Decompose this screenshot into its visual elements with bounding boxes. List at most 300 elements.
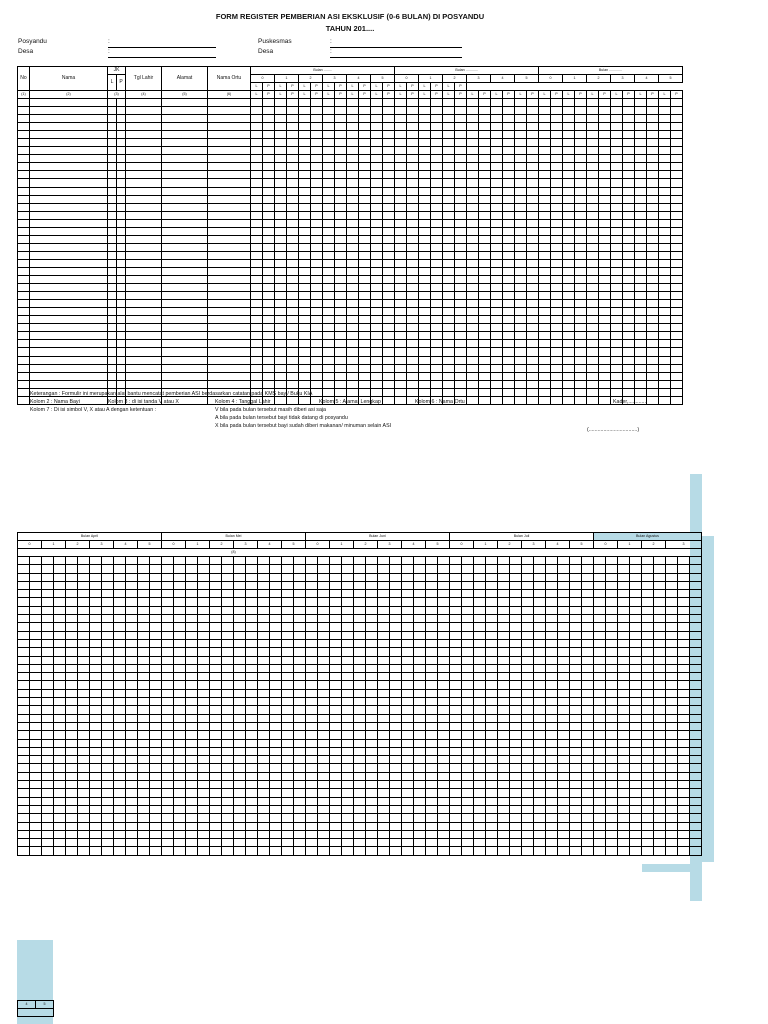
entry-cell[interactable]: [162, 372, 208, 380]
entry-cell[interactable]: [234, 557, 246, 565]
entry-cell[interactable]: [258, 822, 270, 830]
entry-cell[interactable]: [539, 276, 551, 284]
entry-cell[interactable]: [246, 664, 258, 672]
entry-cell[interactable]: [455, 300, 467, 308]
entry-cell[interactable]: [623, 203, 635, 211]
entry-cell[interactable]: [30, 789, 42, 797]
entry-cell[interactable]: [462, 615, 474, 623]
entry-cell[interactable]: [606, 731, 618, 739]
entry-cell[interactable]: [426, 797, 438, 805]
entry-cell[interactable]: [108, 332, 117, 340]
entry-cell[interactable]: [126, 573, 138, 581]
entry-cell[interactable]: [54, 822, 66, 830]
entry-cell[interactable]: [359, 372, 371, 380]
entry-cell[interactable]: [42, 772, 54, 780]
entry-cell[interactable]: [299, 243, 311, 251]
entry-cell[interactable]: [486, 573, 498, 581]
entry-cell[interactable]: [251, 364, 263, 372]
entry-cell[interactable]: [534, 714, 546, 722]
entry-cell[interactable]: [491, 211, 503, 219]
entry-cell[interactable]: [599, 139, 611, 147]
entry-cell[interactable]: [642, 805, 654, 813]
entry-cell[interactable]: [474, 631, 486, 639]
entry-cell[interactable]: [54, 615, 66, 623]
entry-cell[interactable]: [138, 648, 150, 656]
entry-cell[interactable]: [642, 839, 654, 847]
entry-cell[interactable]: [342, 805, 354, 813]
entry-cell[interactable]: [438, 847, 450, 855]
entry-cell[interactable]: [30, 772, 42, 780]
entry-cell[interactable]: [450, 689, 462, 697]
entry-cell[interactable]: [539, 147, 551, 155]
entry-cell[interactable]: [630, 673, 642, 681]
entry-cell[interactable]: [539, 115, 551, 123]
entry-cell[interactable]: [287, 259, 299, 267]
entry-cell[interactable]: [450, 772, 462, 780]
entry-cell[interactable]: [654, 781, 666, 789]
entry-cell[interactable]: [251, 292, 263, 300]
entry-cell[interactable]: [587, 115, 599, 123]
entry-cell[interactable]: [186, 689, 198, 697]
entry-cell[interactable]: [618, 673, 630, 681]
entry-cell[interactable]: [402, 756, 414, 764]
entry-cell[interactable]: [378, 565, 390, 573]
entry-cell[interactable]: [623, 171, 635, 179]
entry-cell[interactable]: [18, 292, 30, 300]
entry-cell[interactable]: [642, 656, 654, 664]
entry-cell[interactable]: [630, 656, 642, 664]
entry-cell[interactable]: [383, 187, 395, 195]
entry-cell[interactable]: [18, 155, 30, 163]
entry-cell[interactable]: [30, 308, 108, 316]
entry-cell[interactable]: [299, 203, 311, 211]
entry-cell[interactable]: [546, 673, 558, 681]
entry-cell[interactable]: [126, 839, 138, 847]
entry-cell[interactable]: [30, 747, 42, 755]
entry-cell[interactable]: [150, 581, 162, 589]
entry-cell[interactable]: [323, 276, 335, 284]
entry-cell[interactable]: [510, 623, 522, 631]
entry-cell[interactable]: [570, 706, 582, 714]
entry-cell[interactable]: [378, 648, 390, 656]
entry-cell[interactable]: [623, 340, 635, 348]
entry-cell[interactable]: [654, 714, 666, 722]
entry-cell[interactable]: [287, 324, 299, 332]
entry-cell[interactable]: [678, 731, 690, 739]
entry-cell[interactable]: [527, 332, 539, 340]
entry-cell[interactable]: [647, 267, 659, 275]
entry-cell[interactable]: [108, 380, 117, 388]
entry-cell[interactable]: [162, 292, 208, 300]
entry-cell[interactable]: [402, 623, 414, 631]
entry-cell[interactable]: [522, 573, 534, 581]
entry-cell[interactable]: [539, 332, 551, 340]
entry-cell[interactable]: [462, 747, 474, 755]
entry-cell[interactable]: [117, 276, 126, 284]
entry-cell[interactable]: [419, 364, 431, 372]
entry-cell[interactable]: [623, 147, 635, 155]
entry-cell[interactable]: [102, 706, 114, 714]
entry-cell[interactable]: [246, 714, 258, 722]
entry-cell[interactable]: [117, 99, 126, 107]
entry-cell[interactable]: [150, 797, 162, 805]
entry-cell[interactable]: [275, 187, 287, 195]
entry-cell[interactable]: [575, 123, 587, 131]
entry-cell[interactable]: [414, 664, 426, 672]
entry-cell[interactable]: [666, 598, 678, 606]
entry-cell[interactable]: [234, 739, 246, 747]
entry-cell[interactable]: [186, 656, 198, 664]
entry-cell[interactable]: [678, 706, 690, 714]
entry-cell[interactable]: [491, 203, 503, 211]
entry-cell[interactable]: [174, 722, 186, 730]
entry-cell[interactable]: [455, 380, 467, 388]
entry-cell[interactable]: [150, 731, 162, 739]
entry-cell[interactable]: [294, 706, 306, 714]
entry-cell[interactable]: [30, 839, 42, 847]
entry-cell[interactable]: [258, 756, 270, 764]
entry-cell[interactable]: [18, 131, 30, 139]
entry-cell[interactable]: [443, 203, 455, 211]
entry-cell[interactable]: [522, 673, 534, 681]
entry-cell[interactable]: [330, 822, 342, 830]
entry-cell[interactable]: [479, 235, 491, 243]
entry-cell[interactable]: [491, 292, 503, 300]
entry-cell[interactable]: [558, 797, 570, 805]
entry-cell[interactable]: [414, 573, 426, 581]
entry-cell[interactable]: [642, 623, 654, 631]
entry-cell[interactable]: [323, 235, 335, 243]
entry-cell[interactable]: [318, 581, 330, 589]
entry-cell[interactable]: [647, 195, 659, 203]
entry-cell[interactable]: [551, 235, 563, 243]
entry-cell[interactable]: [90, 606, 102, 614]
entry-cell[interactable]: [390, 747, 402, 755]
entry-cell[interactable]: [678, 772, 690, 780]
entry-cell[interactable]: [275, 155, 287, 163]
entry-cell[interactable]: [198, 814, 210, 822]
entry-cell[interactable]: [515, 259, 527, 267]
entry-cell[interactable]: [599, 179, 611, 187]
entry-cell[interactable]: [347, 123, 359, 131]
entry-cell[interactable]: [582, 781, 594, 789]
entry-cell[interactable]: [510, 606, 522, 614]
entry-cell[interactable]: [606, 772, 618, 780]
entry-cell[interactable]: [630, 847, 642, 855]
entry-cell[interactable]: [258, 839, 270, 847]
entry-cell[interactable]: [222, 581, 234, 589]
entry-cell[interactable]: [354, 814, 366, 822]
entry-cell[interactable]: [546, 590, 558, 598]
entry-cell[interactable]: [479, 316, 491, 324]
entry-cell[interactable]: [659, 356, 671, 364]
entry-cell[interactable]: [551, 131, 563, 139]
entry-cell[interactable]: [666, 656, 678, 664]
entry-cell[interactable]: [263, 139, 275, 147]
entry-cell[interactable]: [558, 805, 570, 813]
entry-cell[interactable]: [311, 155, 323, 163]
entry-cell[interactable]: [563, 99, 575, 107]
entry-cell[interactable]: [587, 155, 599, 163]
entry-cell[interactable]: [546, 814, 558, 822]
entry-cell[interactable]: [558, 565, 570, 573]
entry-cell[interactable]: [642, 557, 654, 565]
entry-cell[interactable]: [426, 573, 438, 581]
entry-cell[interactable]: [390, 565, 402, 573]
entry-cell[interactable]: [467, 300, 479, 308]
entry-cell[interactable]: [234, 847, 246, 855]
entry-cell[interactable]: [606, 789, 618, 797]
entry-cell[interactable]: [611, 364, 623, 372]
entry-cell[interactable]: [210, 623, 222, 631]
entry-cell[interactable]: [42, 764, 54, 772]
entry-cell[interactable]: [606, 581, 618, 589]
entry-cell[interactable]: [78, 698, 90, 706]
entry-cell[interactable]: [534, 590, 546, 598]
entry-cell[interactable]: [443, 284, 455, 292]
entry-cell[interactable]: [582, 822, 594, 830]
entry-cell[interactable]: [138, 615, 150, 623]
entry-cell[interactable]: [383, 131, 395, 139]
entry-cell[interactable]: [402, 698, 414, 706]
entry-cell[interactable]: [186, 590, 198, 598]
entry-cell[interactable]: [18, 739, 30, 747]
entry-cell[interactable]: [678, 615, 690, 623]
entry-cell[interactable]: [426, 590, 438, 598]
entry-cell[interactable]: [371, 187, 383, 195]
entry-cell[interactable]: [117, 171, 126, 179]
entry-cell[interactable]: [390, 598, 402, 606]
entry-cell[interactable]: [66, 714, 78, 722]
entry-cell[interactable]: [78, 772, 90, 780]
entry-cell[interactable]: [42, 822, 54, 830]
entry-cell[interactable]: [162, 739, 174, 747]
entry-cell[interactable]: [498, 689, 510, 697]
entry-cell[interactable]: [599, 251, 611, 259]
entry-cell[interactable]: [366, 631, 378, 639]
entry-cell[interactable]: [503, 243, 515, 251]
entry-cell[interactable]: [335, 372, 347, 380]
entry-cell[interactable]: [174, 639, 186, 647]
entry-cell[interactable]: [234, 565, 246, 573]
entry-cell[interactable]: [354, 839, 366, 847]
entry-cell[interactable]: [407, 131, 419, 139]
entry-cell[interactable]: [30, 847, 42, 855]
entry-cell[interactable]: [287, 163, 299, 171]
entry-cell[interactable]: [395, 155, 407, 163]
entry-cell[interactable]: [527, 163, 539, 171]
entry-cell[interactable]: [491, 276, 503, 284]
entry-cell[interactable]: [306, 573, 318, 581]
entry-cell[interactable]: [419, 203, 431, 211]
entry-cell[interactable]: [563, 219, 575, 227]
entry-cell[interactable]: [527, 372, 539, 380]
entry-cell[interactable]: [539, 219, 551, 227]
entry-cell[interactable]: [563, 308, 575, 316]
entry-cell[interactable]: [491, 219, 503, 227]
entry-cell[interactable]: [359, 211, 371, 219]
entry-cell[interactable]: [587, 300, 599, 308]
entry-cell[interactable]: [275, 364, 287, 372]
entry-cell[interactable]: [150, 789, 162, 797]
entry-cell[interactable]: [294, 722, 306, 730]
entry-cell[interactable]: [426, 789, 438, 797]
entry-cell[interactable]: [162, 764, 174, 772]
entry-cell[interactable]: [395, 219, 407, 227]
entry-cell[interactable]: [551, 171, 563, 179]
entry-cell[interactable]: [275, 324, 287, 332]
entry-cell[interactable]: [102, 664, 114, 672]
entry-cell[interactable]: [606, 756, 618, 764]
entry-cell[interactable]: [210, 706, 222, 714]
entry-cell[interactable]: [54, 623, 66, 631]
entry-cell[interactable]: [671, 243, 683, 251]
entry-cell[interactable]: [258, 656, 270, 664]
entry-cell[interactable]: [486, 822, 498, 830]
entry-cell[interactable]: [174, 590, 186, 598]
entry-cell[interactable]: [246, 581, 258, 589]
entry-cell[interactable]: [30, 332, 108, 340]
entry-cell[interactable]: [210, 714, 222, 722]
entry-cell[interactable]: [606, 797, 618, 805]
entry-cell[interactable]: [66, 805, 78, 813]
entry-cell[interactable]: [126, 847, 138, 855]
entry-cell[interactable]: [630, 581, 642, 589]
entry-cell[interactable]: [18, 1009, 54, 1017]
entry-cell[interactable]: [162, 380, 208, 388]
entry-cell[interactable]: [587, 380, 599, 388]
entry-cell[interactable]: [503, 115, 515, 123]
entry-cell[interactable]: [594, 706, 606, 714]
entry-cell[interactable]: [618, 648, 630, 656]
entry-cell[interactable]: [534, 681, 546, 689]
entry-cell[interactable]: [467, 324, 479, 332]
entry-cell[interactable]: [102, 805, 114, 813]
entry-cell[interactable]: [522, 565, 534, 573]
entry-cell[interactable]: [546, 623, 558, 631]
entry-cell[interactable]: [30, 300, 108, 308]
entry-cell[interactable]: [162, 698, 174, 706]
entry-cell[interactable]: [359, 123, 371, 131]
entry-cell[interactable]: [594, 714, 606, 722]
entry-cell[interactable]: [551, 227, 563, 235]
entry-cell[interactable]: [383, 227, 395, 235]
entry-cell[interactable]: [114, 581, 126, 589]
entry-cell[interactable]: [162, 163, 208, 171]
entry-cell[interactable]: [251, 195, 263, 203]
entry-cell[interactable]: [491, 243, 503, 251]
entry-cell[interactable]: [18, 372, 30, 380]
entry-cell[interactable]: [431, 227, 443, 235]
entry-cell[interactable]: [539, 179, 551, 187]
entry-cell[interactable]: [491, 356, 503, 364]
entry-cell[interactable]: [263, 276, 275, 284]
entry-cell[interactable]: [426, 581, 438, 589]
entry-cell[interactable]: [419, 219, 431, 227]
entry-cell[interactable]: [117, 203, 126, 211]
entry-cell[interactable]: [54, 839, 66, 847]
entry-cell[interactable]: [563, 203, 575, 211]
entry-cell[interactable]: [486, 830, 498, 838]
entry-cell[interactable]: [330, 573, 342, 581]
entry-cell[interactable]: [419, 243, 431, 251]
entry-cell[interactable]: [42, 747, 54, 755]
entry-cell[interactable]: [299, 211, 311, 219]
entry-cell[interactable]: [275, 203, 287, 211]
entry-cell[interactable]: [114, 598, 126, 606]
entry-cell[interactable]: [294, 623, 306, 631]
entry-cell[interactable]: [659, 235, 671, 243]
entry-cell[interactable]: [671, 356, 683, 364]
entry-cell[interactable]: [474, 764, 486, 772]
entry-cell[interactable]: [54, 689, 66, 697]
entry-cell[interactable]: [630, 764, 642, 772]
entry-cell[interactable]: [371, 348, 383, 356]
entry-cell[interactable]: [117, 356, 126, 364]
entry-cell[interactable]: [467, 171, 479, 179]
entry-cell[interactable]: [402, 839, 414, 847]
entry-cell[interactable]: [108, 364, 117, 372]
entry-cell[interactable]: [678, 698, 690, 706]
entry-cell[interactable]: [299, 171, 311, 179]
entry-cell[interactable]: [311, 292, 323, 300]
entry-cell[interactable]: [258, 814, 270, 822]
entry-cell[interactable]: [623, 115, 635, 123]
entry-cell[interactable]: [162, 681, 174, 689]
entry-cell[interactable]: [318, 590, 330, 598]
entry-cell[interactable]: [378, 581, 390, 589]
entry-cell[interactable]: [647, 131, 659, 139]
entry-cell[interactable]: [174, 615, 186, 623]
entry-cell[interactable]: [642, 689, 654, 697]
entry-cell[interactable]: [138, 673, 150, 681]
entry-cell[interactable]: [263, 300, 275, 308]
entry-cell[interactable]: [522, 805, 534, 813]
entry-cell[interactable]: [198, 756, 210, 764]
entry-cell[interactable]: [371, 308, 383, 316]
entry-cell[interactable]: [510, 839, 522, 847]
entry-cell[interactable]: [606, 623, 618, 631]
entry-cell[interactable]: [371, 131, 383, 139]
entry-cell[interactable]: [659, 203, 671, 211]
entry-cell[interactable]: [546, 731, 558, 739]
entry-cell[interactable]: [539, 131, 551, 139]
entry-cell[interactable]: [347, 179, 359, 187]
entry-cell[interactable]: [438, 648, 450, 656]
entry-cell[interactable]: [498, 739, 510, 747]
entry-cell[interactable]: [635, 171, 647, 179]
entry-cell[interactable]: [443, 155, 455, 163]
entry-cell[interactable]: [659, 187, 671, 195]
entry-cell[interactable]: [90, 805, 102, 813]
entry-cell[interactable]: [335, 348, 347, 356]
entry-cell[interactable]: [354, 822, 366, 830]
entry-cell[interactable]: [611, 211, 623, 219]
entry-cell[interactable]: [306, 756, 318, 764]
entry-cell[interactable]: [467, 259, 479, 267]
entry-cell[interactable]: [390, 839, 402, 847]
entry-cell[interactable]: [690, 681, 702, 689]
entry-cell[interactable]: [587, 284, 599, 292]
entry-cell[interactable]: [438, 789, 450, 797]
entry-cell[interactable]: [390, 714, 402, 722]
entry-cell[interactable]: [467, 284, 479, 292]
entry-cell[interactable]: [138, 689, 150, 697]
entry-cell[interactable]: [671, 284, 683, 292]
entry-cell[interactable]: [162, 656, 174, 664]
entry-cell[interactable]: [18, 251, 30, 259]
entry-cell[interactable]: [395, 195, 407, 203]
